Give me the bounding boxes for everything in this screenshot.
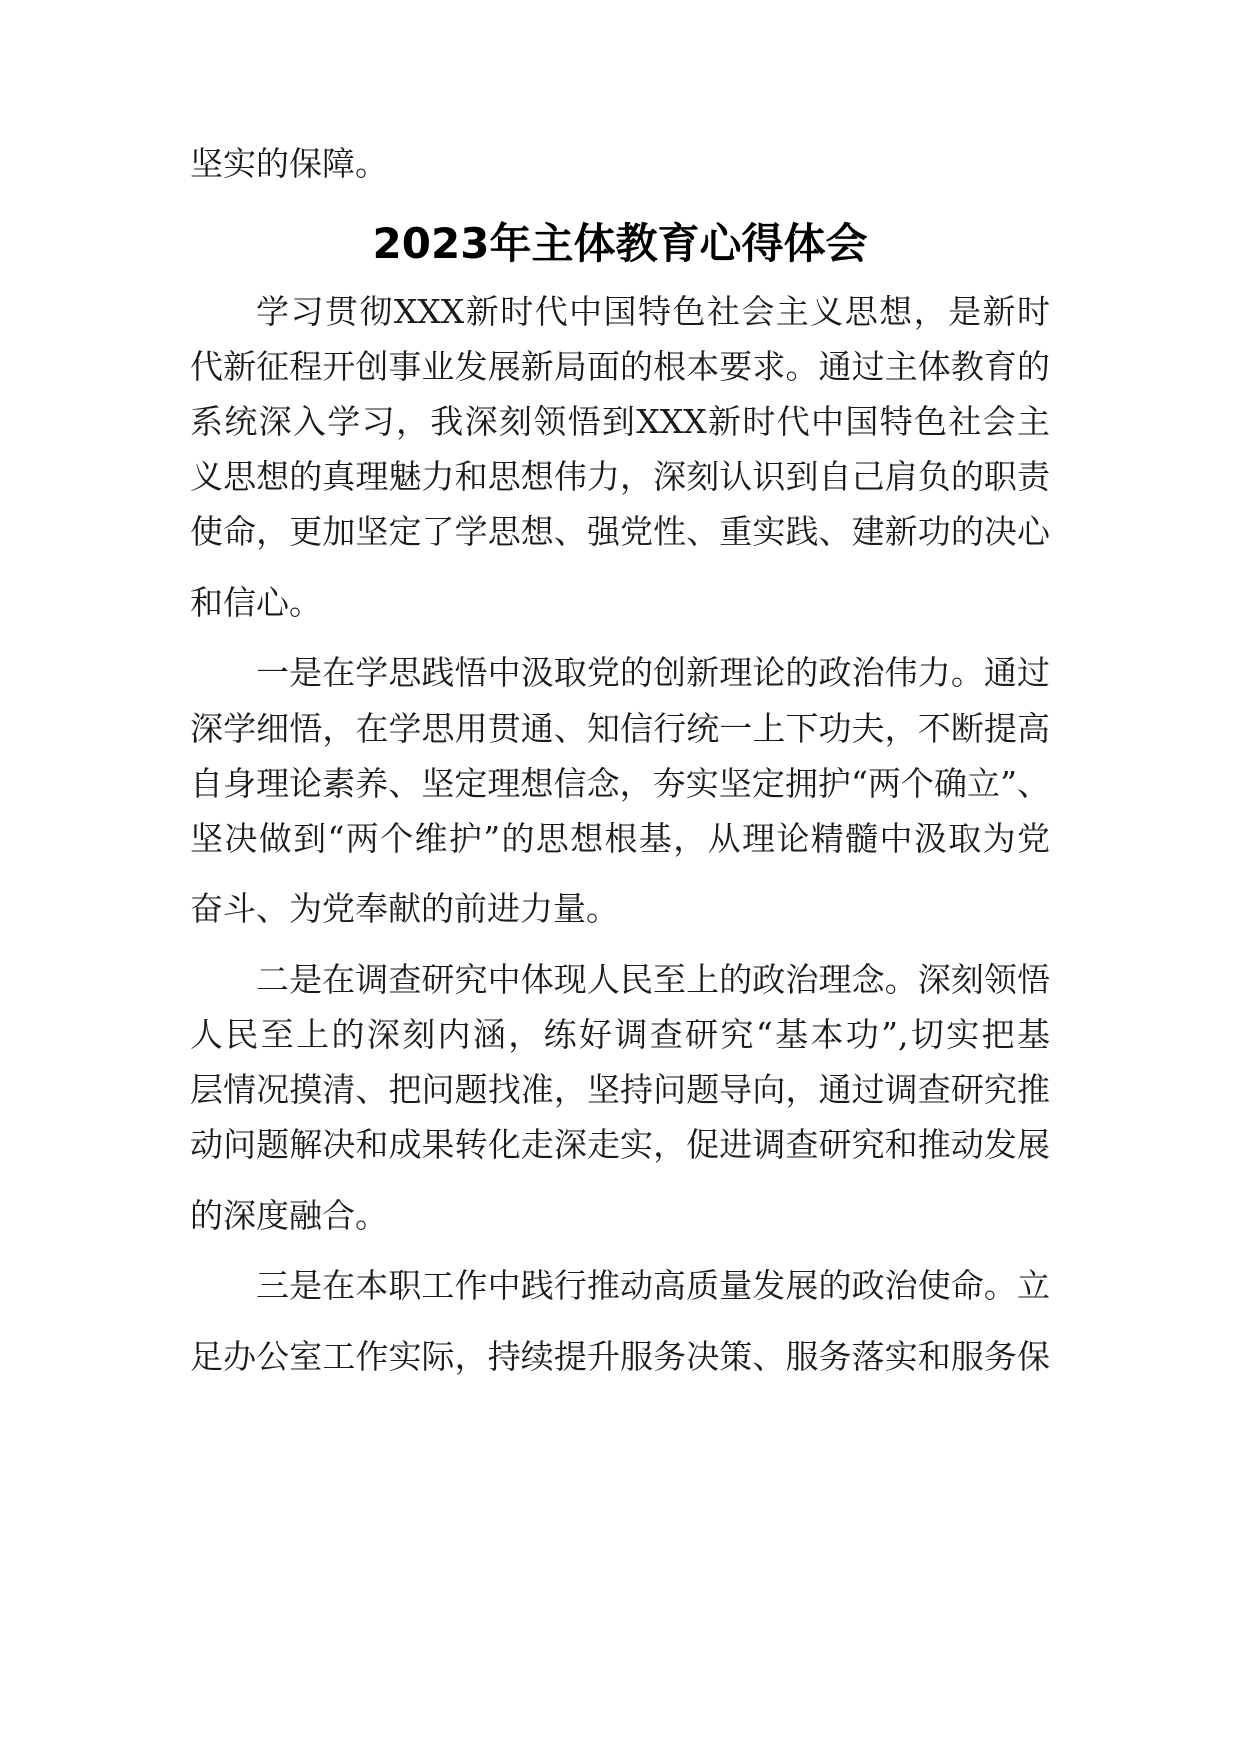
paragraph-4-line-1: 三是在本职工作中践行推动高质量发展的政治使命。立	[256, 1266, 1050, 1305]
paragraph-1-line-6: 和信心。	[190, 583, 322, 622]
paragraph-1-line-5: 使命，更加坚定了学思想、强党性、重实践、建新功的决心	[190, 512, 1050, 551]
paragraph-1-line-2: 代新征程开创事业发展新局面的根本要求。通过主体教育的	[190, 347, 1050, 386]
paragraph-1-line-1: 学习贯彻XXX新时代中国特色社会主义思想，是新时	[256, 292, 1050, 331]
paragraph-2-line-5: 奋斗、为党奉献的前进力量。	[190, 889, 619, 928]
paragraph-3-line-1: 二是在调查研究中体现人民至上的政治理念。深刻领悟	[256, 960, 1050, 999]
paragraph-3-line-2: 人民至上的深刻内涵，练好调查研究“基本功”,切实把基	[190, 1015, 1050, 1054]
previous-section-tail: 坚实的保障。	[190, 144, 388, 183]
paragraph-1-line-4: 义思想的真理魅力和思想伟力，深刻认识到自己肩负的职责	[190, 457, 1050, 496]
paragraph-4-line-2: 足办公室工作实际，持续提升服务决策、服务落实和服务保	[190, 1337, 1050, 1376]
paragraph-3-line-3: 层情况摸清、把问题找准，坚持问题导向，通过调查研究推	[190, 1070, 1050, 1109]
paragraph-1-line-3: 系统深入学习，我深刻领悟到XXX新时代中国特色社会主	[190, 402, 1050, 441]
paragraph-2-line-1: 一是在学思践悟中汲取党的创新理论的政治伟力。通过	[256, 653, 1050, 692]
paragraph-3-line-4: 动问题解决和成果转化走深走实，促进调查研究和推动发展	[190, 1125, 1050, 1164]
paragraph-2-line-3: 自身理论素养、坚定理想信念，夯实坚定拥护“两个确立”、	[190, 764, 1050, 803]
paragraph-2-line-2: 深学细悟，在学思用贯通、知信行统一上下功夫，不断提高	[190, 709, 1050, 748]
paragraph-3-line-5: 的深度融合。	[190, 1196, 388, 1235]
paragraph-2-line-4: 坚决做到“两个维护”的思想根基，从理论精髓中汲取为党	[190, 819, 1050, 858]
document-title: 2023年主体教育心得体会	[372, 219, 868, 268]
